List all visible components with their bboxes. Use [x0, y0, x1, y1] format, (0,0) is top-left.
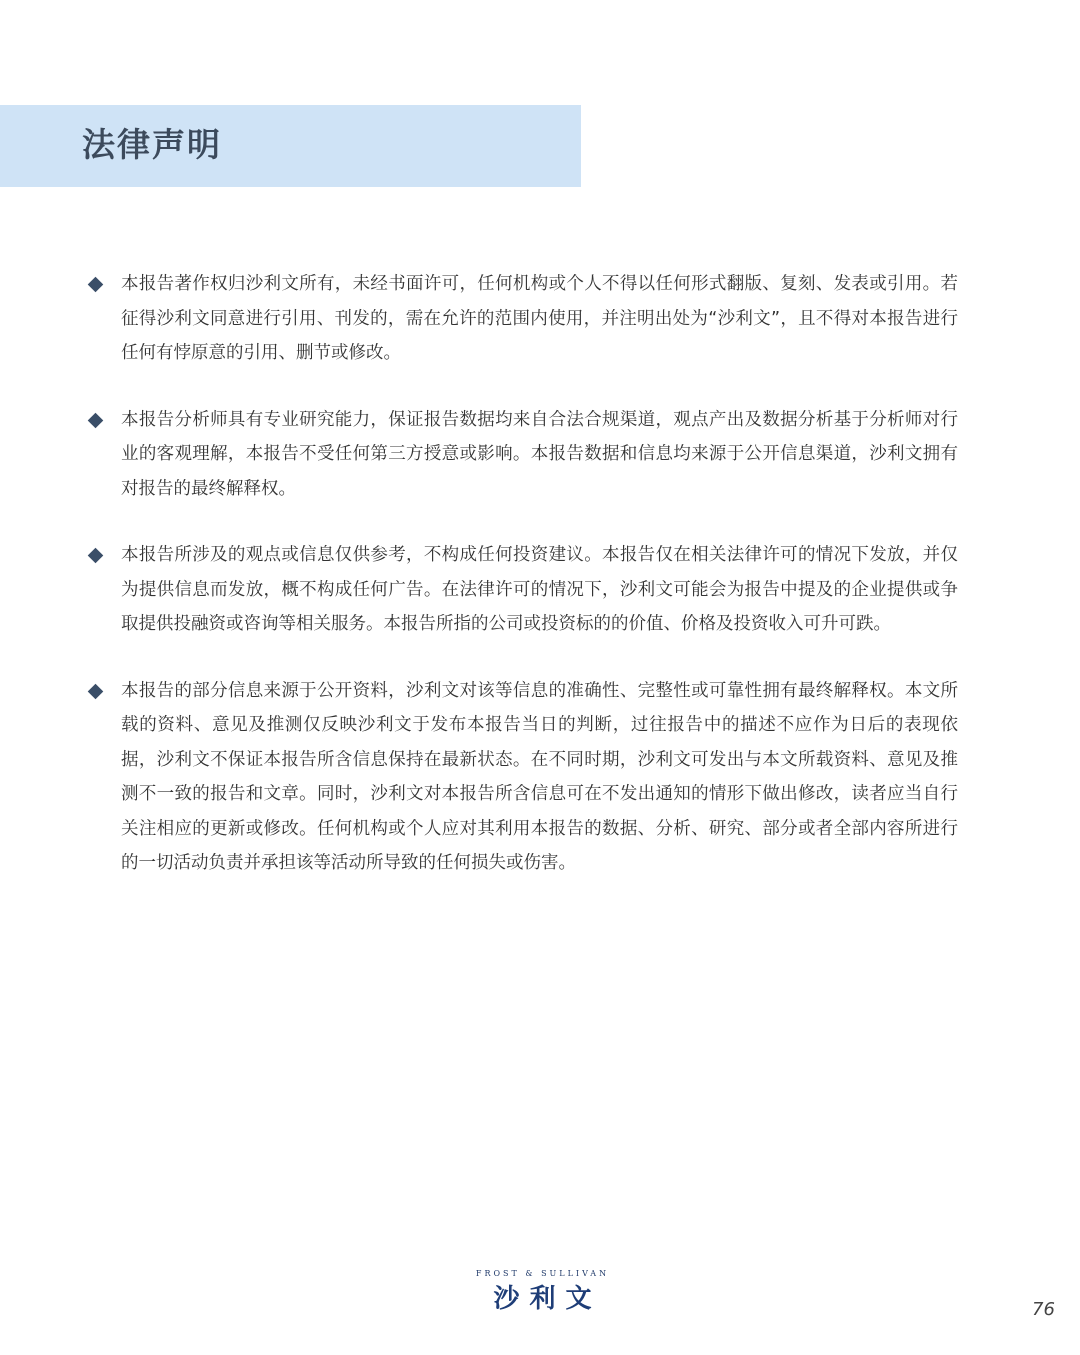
clause-public-sources: [88, 674, 958, 881]
clause-text: 本报告著作权归沙利文所有，未经书面许可，任何机构或个人不得以任何形式翻版、复刻、发表或引用。若征得沙利文同意进行引用、刊发的，需在允许的范围内使用，并注明出处为“沙利文”，且不得对本报告进行任何有悖原意的引用、删节或修改。: [121, 274, 958, 363]
page-number: 76: [1032, 1299, 1055, 1320]
clause-text: 本报告所涉及的观点或信息仅供参考，不构成任何投资建议。本报告仅在相关法律许可的情况下发放，并仅为提供信息而发放，概不构成任何广告。在法律许可的情况下，沙利文可能会为报告中提及的企业提供或争取提供投融资或咨询等相关服务。本报告所指的公司或投资标的的价值、价格及投资收入可升可跌。: [121, 545, 958, 634]
frost-sullivan-logo: [470, 1268, 615, 1317]
clause-text: 本报告的部分信息来源于公开资料，沙利文对该等信息的准确性、完整性或可靠性拥有最终解释权。本文所载的资料、意见及推测仅反映沙利文于发布本报告当日的判断，过往报告中的描述不应作为日后的表现依据，沙利文不保证本报告所含信息保持在最新状态。在不同时期，沙利文可发出与本文所载资料、意见及推测不一致的报告和文章。同时，沙利文对本报告所含信息可在不发出通知的情形下做出修改，读者应当自行关注相应的更新或修改。任何机构或个人应对其利用本报告的数据、分析、研究、部分或者全部内容所进行的一切活动负责并承担该等活动所导致的任何损失或伤害。: [121, 680, 958, 873]
logo-chinese-text: 沙利文: [493, 1284, 602, 1314]
legal-clauses: [88, 267, 958, 913]
diamond-bullet-icon: [88, 548, 104, 564]
diamond-bullet-icon: [88, 683, 104, 699]
clause-text: 本报告分析师具有专业研究能力，保证报告数据均来自合法合规渠道，观点产出及数据分析基于分析师对行业的客观理解，本报告不受任何第三方授意或影响。本报告数据和信息均来源于公开信息渠道，沙利文拥有对报告的最终解释权。: [121, 409, 958, 499]
logo-english-text: FROST & SULLIVAN: [475, 1269, 610, 1278]
diamond-bullet-icon: [88, 277, 104, 293]
clause-analyst: [88, 403, 958, 507]
diamond-bullet-icon: [88, 412, 104, 428]
page-title: 法律声明: [82, 125, 222, 164]
clause-copyright: [88, 267, 958, 371]
clause-reference-only: [88, 538, 958, 642]
